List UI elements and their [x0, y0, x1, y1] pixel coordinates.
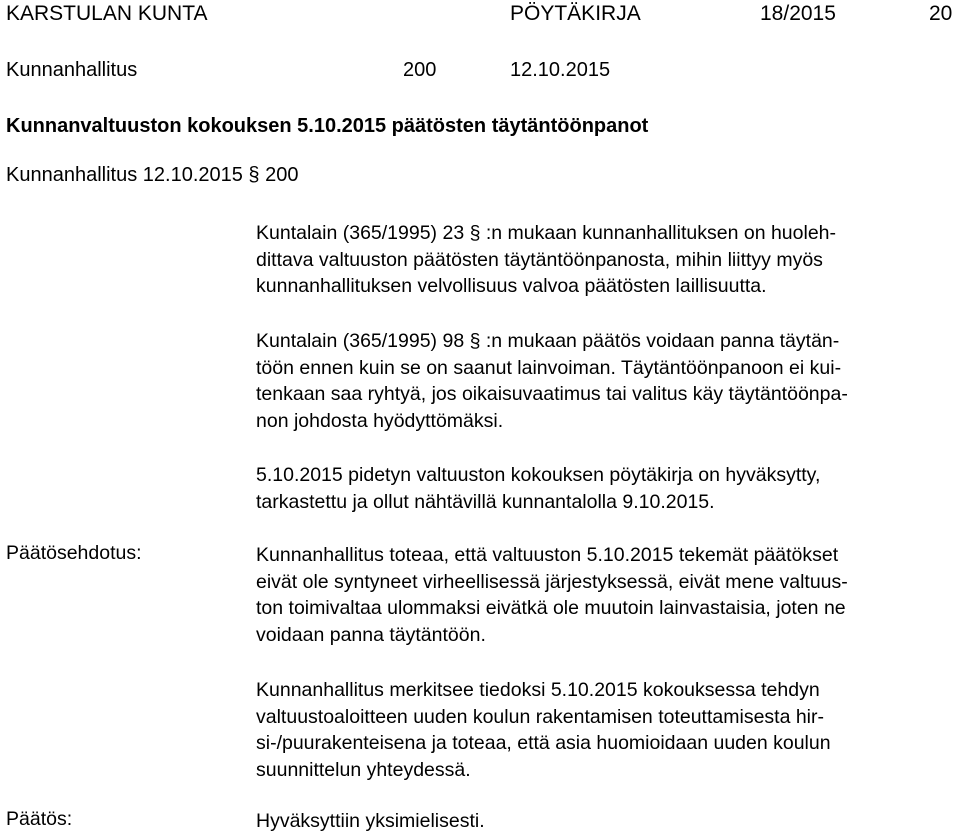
section-reference: Kunnanhallitus 12.10.2015 § 200: [6, 164, 299, 186]
paragraph-line: kunnanhallituksen velvollisuus valvoa päätösten laillisuutta.: [256, 275, 767, 297]
paragraph-decision: [256, 808, 956, 835]
paragraph-municipal-law-23: [256, 220, 956, 300]
paragraph-line: suunnittelun yhteydessä.: [256, 758, 471, 781]
paragraph-line: eivät ole syntyneet virheellisessä järjestyksessä, eivät mene valtuus-: [256, 570, 848, 593]
paragraph-line: 5.10.2015 pidetyn valtuuston kokouksen pöytäkirja on hyväksytty,: [256, 464, 821, 486]
paragraph-line: ton toimivaltaa ulommaksi eivätkä ole muutoin lainvastaisia, joten ne: [256, 597, 846, 619]
paragraph-minutes-approved: [256, 462, 956, 515]
paragraph-line: töön ennen kuin se on saanut lainvoiman. Täytäntöönpanoon ei kui-: [256, 356, 842, 379]
paragraph-line: Kuntalain (365/1995) 23 § :n mukaan kunnanhallituksen on huoleh-: [256, 222, 837, 244]
paragraph-line: si-/puurakenteisena ja toteaa, että asia huomioidaan uuden koulun: [256, 732, 831, 754]
document-title: Kunnanvaltuuston kokouksen 5.10.2015 päätösten täytäntöönpanot: [6, 115, 649, 137]
proposal-label: Päätösehdotus:: [6, 542, 142, 564]
paragraph-line: valtuustoaloitteen uuden koulun rakentamisen toteuttamisesta hir-: [256, 705, 825, 728]
paragraph-line: Kunnanhallitus merkitsee tiedoksi 5.10.2015 kokouksessa tehdyn: [256, 679, 820, 701]
decision-label: Päätös:: [6, 808, 73, 830]
document-type: PÖYTÄKIRJA: [510, 2, 641, 25]
meeting-section: 200: [403, 59, 437, 81]
paragraph-line: non johdosta hyödyttömäksi.: [256, 409, 504, 432]
paragraph-line: voidaan panna täytäntöön.: [256, 623, 486, 646]
page-number: 20: [929, 2, 953, 25]
paragraph-line: Hyväksyttiin yksimielisesti.: [256, 810, 485, 832]
meeting-body: Kunnanhallitus: [6, 59, 138, 81]
paragraph-initiative-noted: [256, 677, 956, 783]
paragraph-line: Kuntalain (365/1995) 98 § :n mukaan päätös voidaan panna täytän-: [256, 330, 840, 352]
meeting-date: 12.10.2015: [510, 59, 611, 81]
paragraph-municipal-law-98: [256, 328, 956, 434]
paragraph-proposal: [256, 542, 956, 648]
document-number: 18/2015: [760, 2, 836, 25]
paragraph-line: dittava valtuuston päätösten täytäntöönpanosta, mihin liittyy myös: [256, 248, 823, 271]
organization-name: KARSTULAN KUNTA: [6, 2, 208, 25]
paragraph-line: Kunnanhallitus toteaa, että valtuuston 5.10.2015 tekemät päätökset: [256, 544, 839, 566]
paragraph-line: tarkastettu ja ollut nähtävillä kunnantalolla 9.10.2015.: [256, 490, 715, 513]
paragraph-line: tenkaan saa ryhtyä, jos oikaisuvaatimus tai valitus käy täytäntöönpa-: [256, 383, 848, 405]
